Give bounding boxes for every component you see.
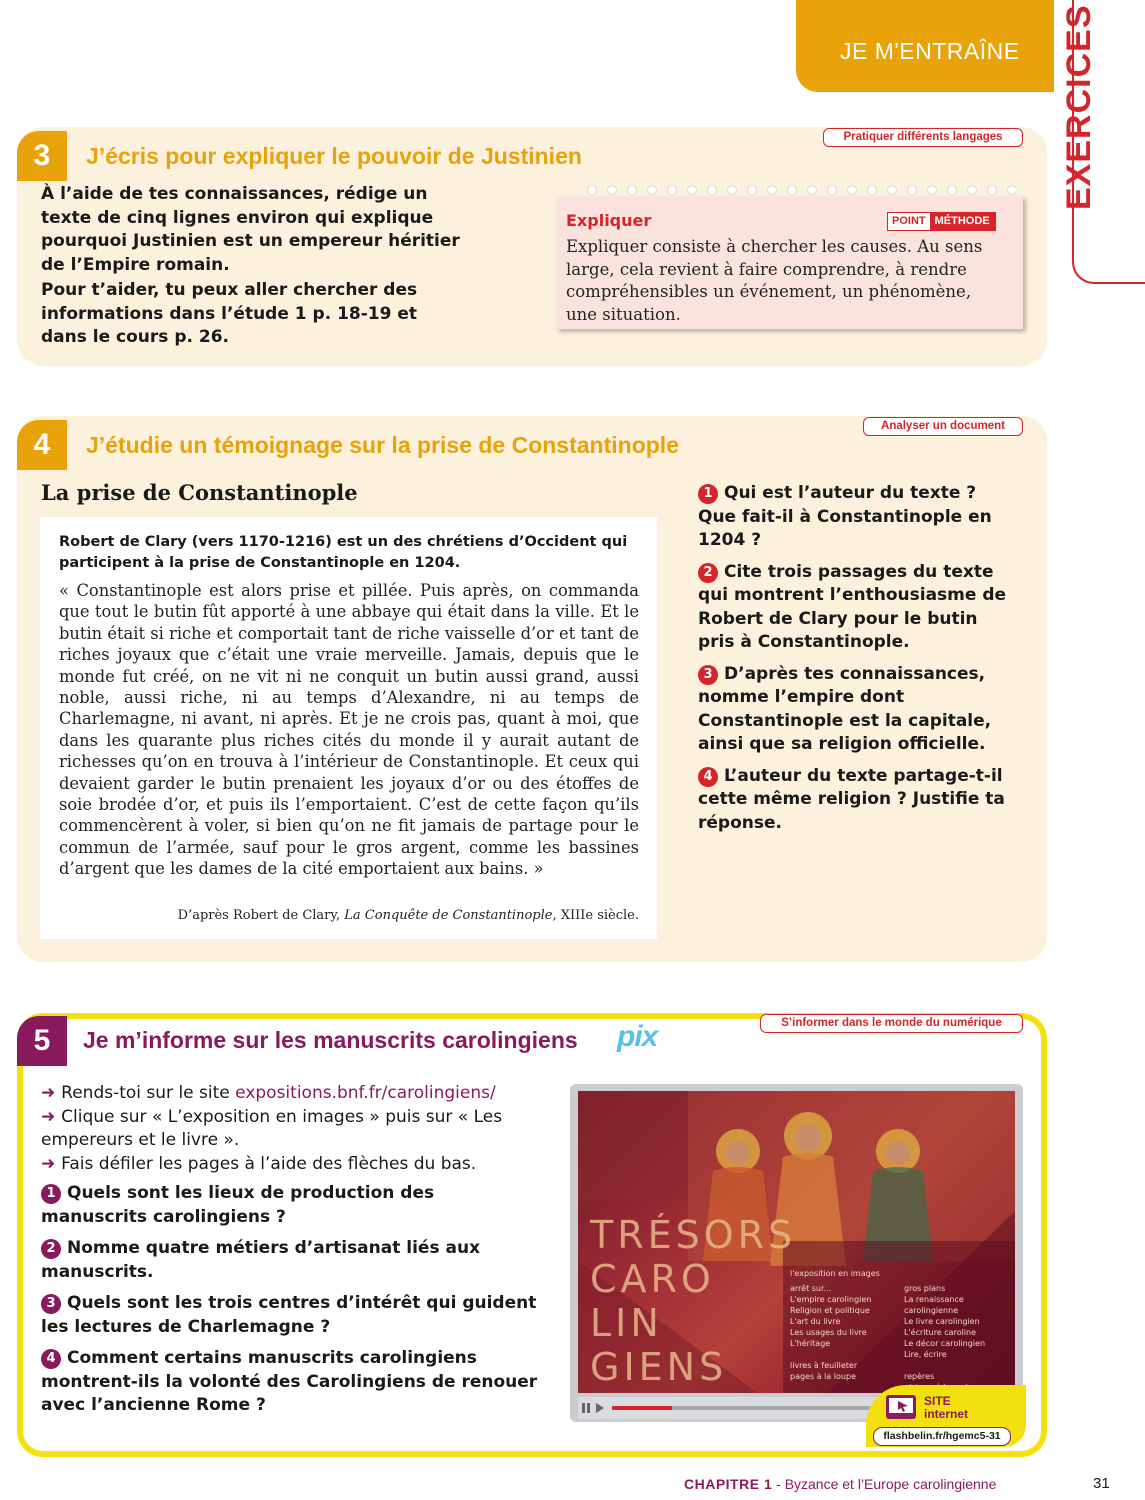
source-suffix: , XIIIe siècle. <box>552 908 639 923</box>
source-prefix: D’après Robert de Clary, <box>177 908 345 923</box>
step-1 <box>41 1082 541 1106</box>
cursor-icon <box>886 1395 916 1419</box>
exercise-4-title: J’étudie un témoignage sur la prise de Constantinople <box>86 432 679 458</box>
question-4 <box>41 1347 541 1418</box>
step-2 <box>41 1106 541 1153</box>
menu-item[interactable]: L'art du livre <box>790 1317 841 1326</box>
menu-item[interactable]: L'écriture caroline <box>904 1328 977 1337</box>
question-number: 3 <box>698 665 718 685</box>
menu-item[interactable]: La renaissance carolingienne <box>904 1295 964 1315</box>
page-number: 31 <box>1093 1475 1110 1492</box>
tresors-carolingiens-title <box>590 1213 796 1389</box>
menu-item[interactable]: L'héritage <box>790 1339 831 1348</box>
side-label-exercices: EXERCICES <box>1060 4 1098 210</box>
exercise-4-questions <box>698 482 1018 843</box>
question-text: Comment certains manuscrits carolingiens montrent-ils la volonté des Carolingiens de renouer avec l’ancienne Rome ? <box>41 1348 538 1415</box>
chapter-title: Byzance et l’Europe carolingienne <box>784 1476 997 1492</box>
pix-logo: pix <box>617 1020 658 1053</box>
exercise-5-content <box>41 1082 541 1426</box>
menu-item <box>904 1360 1015 1371</box>
title-line: GIENS <box>590 1345 728 1389</box>
arrow-icon: ➜ <box>41 1106 62 1127</box>
menu-heading: l'exposition en images <box>790 1269 880 1278</box>
menu-item[interactable]: Les usages du livre <box>790 1328 867 1337</box>
exercise-5-title: Je m’informe sur les manuscrits carolingiens <box>83 1027 578 1053</box>
menu-right-column <box>904 1283 1015 1393</box>
section-tab-label: JE M'ENTRAÎNE <box>840 38 1020 64</box>
menu-item[interactable]: Religion et politique <box>790 1306 870 1315</box>
question-text: D’après tes connaissances, nomme l’empire dont Constantinople est la capitale, ainsi que sa religion officielle. <box>698 663 992 754</box>
question-2 <box>41 1237 541 1284</box>
point-methode-badge <box>887 212 996 231</box>
method-text: Expliquer consiste à chercher les causes. Au sens large, cela revient à faire comprendre, à rendre compréhensibles un événement, un phénomène, une situation. <box>566 237 983 324</box>
exercise-3-skill-badge: Pratiquer différents langages <box>823 128 1023 147</box>
menu-item[interactable]: arrêt sur... <box>790 1284 832 1293</box>
arrow-icon: ➜ <box>41 1153 62 1174</box>
document-title: La prise de Constantinople <box>41 480 358 505</box>
computer-icon <box>886 1395 916 1419</box>
document-source <box>59 908 639 923</box>
menu-left-column <box>790 1283 871 1382</box>
exercise-3-help: Pour t’aider, tu peux aller chercher des informations dans l’étude 1 p. 18-19 et dans le cours p. 26. <box>41 280 418 347</box>
step-text: Rends-toi sur le site <box>61 1083 236 1103</box>
step-3 <box>41 1153 541 1177</box>
menu-item <box>790 1349 871 1360</box>
menu-item[interactable]: pages à la loupe <box>790 1372 856 1381</box>
question-text: Nomme quatre métiers d’artisanat liés aux manuscrits. <box>41 1238 481 1282</box>
point-badge-text: POINT <box>892 215 926 227</box>
method-label: Expliquer <box>566 211 652 230</box>
menu-item[interactable]: repères <box>904 1372 935 1381</box>
question-text: Quels sont les trois centres d’intérêt qui guident les lectures de Charlemagne ? <box>41 1293 537 1337</box>
exercise-3-title: J’écris pour expliquer le pouvoir de Justinien <box>86 143 582 169</box>
question-text: Cite trois passages du texte qui montrent l’enthousiasme de Robert de Clary pour le butin pris à Constantinople. <box>698 561 1007 652</box>
exercise-4-number: 4 <box>17 420 67 470</box>
flashbelin-link[interactable]: flashbelin.fr/hgemc5-31 <box>873 1427 1011 1446</box>
footer-chapter <box>684 1476 996 1492</box>
site-label-line: SITE <box>924 1394 951 1408</box>
question-text: Quels sont les lieux de production des manuscrits carolingiens ? <box>41 1183 435 1227</box>
document-quote: « Constantinople est alors prise et pillée. Puis après, on commanda que tout le butin fût apporté à une abbaye qui était dans la ville. Et le butin était si riche et comportait tant de riche vaisselle d’or et tant de riches joyaux que c’était une vraie merveille. Jamais, depuis que le monde fut créé, on ne vit ni ne conquit un butin aussi grand, aussi noble, aussi riche, ni au temps d’Alexandre, ni au temps de Charlemagne, ni avant, ni après. Et je ne crois pas, quant à moi, que dans les quarante plus riches cités du monde il y aurait autant de richesses qu’on en trouva à l’intérieur de Constantinople. Et ceux qui devaient garder le butin prenaient les joyaux d’or ou des étoffes de soie brodée d’or, et puis ils l’emportaient. C’est de cette façon qu’ils commencèrent à voler, si bien qu’on ne fit jamais de partage pour le commun de l’armée, sauf pour le gros argent, comme les bassines d’argent que les dames de la cité emportaient aux bains. » <box>59 581 639 879</box>
question-number: 1 <box>41 1184 61 1204</box>
site-internet-label <box>924 1395 968 1421</box>
question-1 <box>41 1182 541 1229</box>
menu-item[interactable]: L'empire carolingien <box>790 1295 872 1304</box>
exercise-3-number: 3 <box>17 131 67 181</box>
menu-item[interactable]: gros plans <box>904 1284 946 1293</box>
method-card-spiral <box>586 184 1016 196</box>
title-line: CARO <box>590 1257 715 1301</box>
question-4 <box>698 765 1018 836</box>
question-number: 4 <box>698 767 718 787</box>
site-label-line: internet <box>924 1407 969 1421</box>
question-3 <box>41 1292 541 1339</box>
menu-item[interactable]: livres à feuilleter <box>790 1361 858 1370</box>
question-2 <box>698 561 1018 655</box>
exercise-5-skill-badge: S’informer dans le monde du numérique <box>760 1014 1023 1033</box>
menu-item[interactable]: Le livre carolingien <box>904 1317 980 1326</box>
question-3 <box>698 663 1018 757</box>
chapter-sep: - <box>772 1476 785 1492</box>
bnf-site-link[interactable]: expositions.bnf.fr/carolingiens/ <box>235 1083 496 1103</box>
step-text: Fais défiler les pages à l’aide des flèches du bas. <box>61 1153 477 1174</box>
question-number: 2 <box>41 1239 61 1259</box>
question-number: 2 <box>698 563 718 583</box>
question-1 <box>698 482 1018 553</box>
title-line: TRÉSORS <box>590 1213 797 1257</box>
step-text: Clique sur « L’exposition en images » puis sur « Les empereurs et le livre ». <box>41 1106 503 1150</box>
title-line: LIN <box>590 1301 663 1345</box>
menu-item[interactable]: Le décor carolingien <box>904 1339 986 1348</box>
methode-badge-text: MÉTHODE <box>930 213 995 230</box>
exercise-4-skill-badge: Analyser un document <box>863 417 1023 436</box>
exercise-3-instruction: À l’aide de tes connaissances, rédige un texte de cinq lignes environ qui explique pourquoi Justinien est un empereur héritier de l’Empire romain. <box>41 184 460 275</box>
question-number: 4 <box>41 1349 61 1369</box>
chapter-label: CHAPITRE 1 <box>684 1476 773 1492</box>
exercise-5-number: 5 <box>17 1016 67 1066</box>
question-text: L’auteur du texte partage-t-il cette même religion ? Justifie ta réponse. <box>698 765 1005 833</box>
question-number: 1 <box>698 484 718 504</box>
source-title: La Conquête de Constantinople <box>344 908 553 923</box>
arrow-icon: ➜ <box>41 1083 62 1103</box>
document-intro: Robert de Clary (vers 1170-1216) est un des chrétiens d’Occident qui participent à la prise de Constantinople en 1204. <box>59 534 628 571</box>
question-text: Qui est l’auteur du texte ? Que fait-il à Constantinople en 1204 ? <box>698 483 992 550</box>
question-number: 3 <box>41 1294 61 1314</box>
menu-item[interactable]: Lire, écrire <box>904 1350 947 1359</box>
